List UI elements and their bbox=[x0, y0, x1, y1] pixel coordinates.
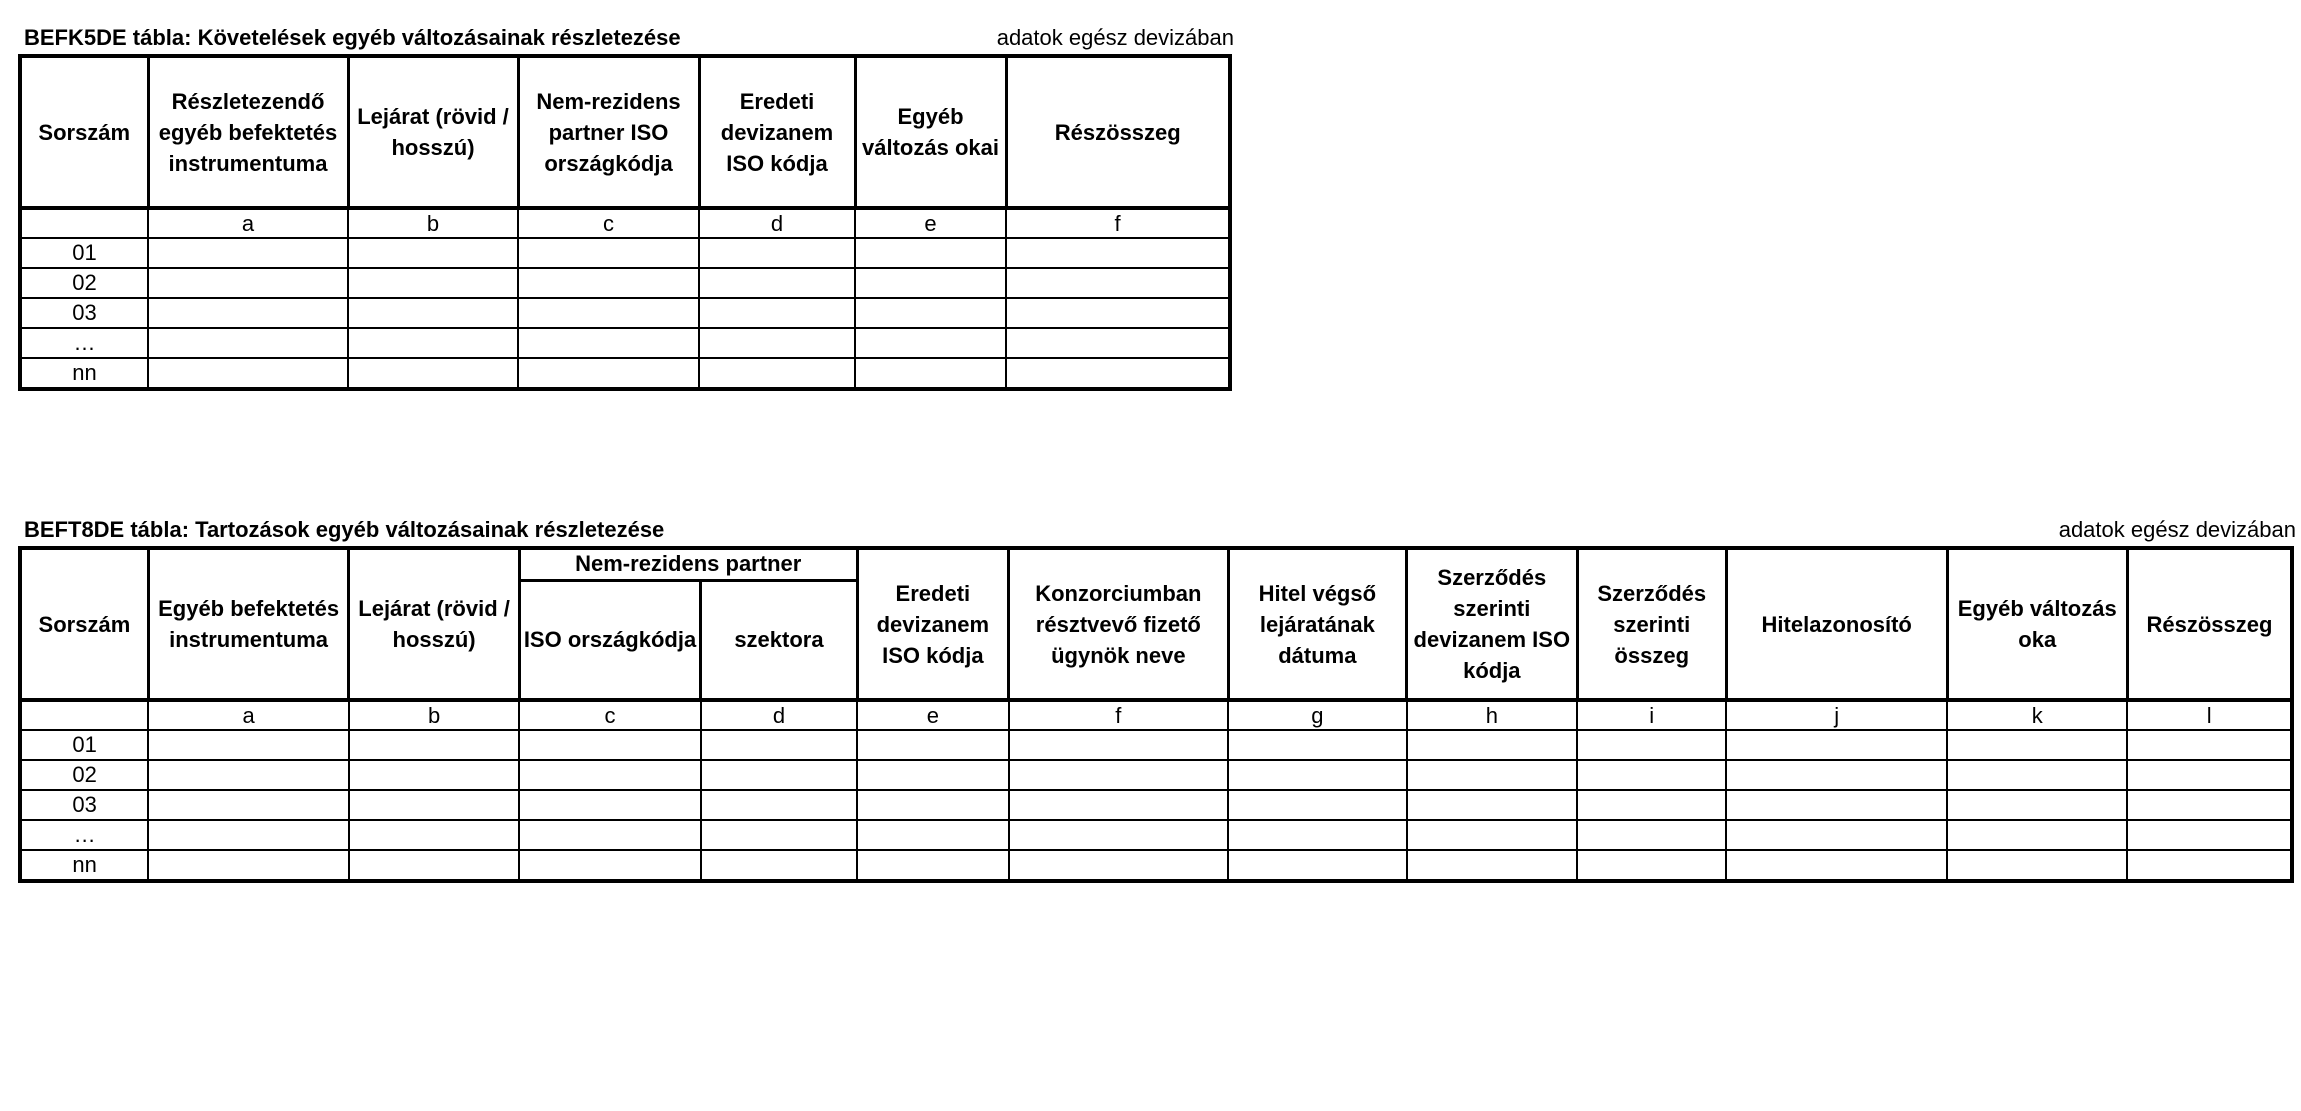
data-cell[interactable] bbox=[148, 790, 349, 820]
data-cell[interactable] bbox=[518, 268, 699, 298]
data-cell[interactable] bbox=[349, 760, 519, 790]
table2-letter-row bbox=[20, 700, 2292, 730]
t2-header-hitelazonosito: Hitelazonosító bbox=[1726, 548, 1947, 700]
table-row bbox=[20, 760, 2292, 790]
data-cell[interactable] bbox=[1577, 760, 1726, 790]
data-cell[interactable] bbox=[2127, 730, 2292, 760]
table-row bbox=[20, 238, 1230, 268]
data-cell[interactable] bbox=[2127, 820, 2292, 850]
data-cell[interactable] bbox=[1726, 850, 1947, 881]
data-cell[interactable] bbox=[1407, 850, 1577, 881]
data-cell[interactable] bbox=[348, 298, 518, 328]
data-cell[interactable] bbox=[1726, 790, 1947, 820]
data-cell[interactable] bbox=[1228, 790, 1406, 820]
data-cell[interactable] bbox=[1006, 268, 1230, 298]
t2-header-instrument: Egyéb befektetés instrumentuma bbox=[148, 548, 349, 700]
table2-block bbox=[18, 514, 2294, 894]
data-cell[interactable] bbox=[1577, 820, 1726, 850]
data-cell[interactable] bbox=[855, 268, 1006, 298]
data-cell[interactable] bbox=[519, 790, 700, 820]
data-cell[interactable] bbox=[1009, 820, 1229, 850]
t2-letter-cell bbox=[20, 700, 148, 730]
data-cell[interactable] bbox=[1228, 760, 1406, 790]
data-cell[interactable] bbox=[2127, 790, 2292, 820]
table1-block bbox=[18, 22, 1234, 398]
t2-letter-cell: e bbox=[857, 700, 1008, 730]
data-cell[interactable] bbox=[519, 850, 700, 881]
t1-letter-cell: c bbox=[518, 208, 699, 238]
data-cell[interactable] bbox=[349, 820, 519, 850]
data-cell[interactable] bbox=[1006, 328, 1230, 358]
data-cell[interactable] bbox=[1947, 790, 2127, 820]
t2-header-szerz-devizanem: Szerződés szerinti devizanem ISO kódja bbox=[1407, 548, 1577, 700]
data-cell[interactable] bbox=[2127, 850, 2292, 881]
data-cell[interactable] bbox=[1009, 850, 1229, 881]
t2-letter-cell: a bbox=[148, 700, 349, 730]
t2-letter-cell: h bbox=[1407, 700, 1577, 730]
data-cell[interactable] bbox=[349, 730, 519, 760]
t2-header-valtozas-oka: Egyéb változás oka bbox=[1947, 548, 2127, 700]
data-cell[interactable] bbox=[1577, 730, 1726, 760]
row-number: 03 bbox=[20, 298, 148, 328]
table-row bbox=[20, 298, 1230, 328]
data-cell[interactable] bbox=[855, 298, 1006, 328]
data-cell[interactable] bbox=[1407, 760, 1577, 790]
t2-header-szektora: szektora bbox=[701, 580, 857, 700]
table1-title-row bbox=[18, 25, 1234, 50]
data-cell[interactable] bbox=[148, 730, 349, 760]
data-cell[interactable] bbox=[349, 850, 519, 881]
data-cell[interactable] bbox=[348, 328, 518, 358]
data-cell[interactable] bbox=[148, 268, 348, 298]
data-cell[interactable] bbox=[148, 850, 349, 881]
t2-letter-cell: f bbox=[1009, 700, 1229, 730]
table-row bbox=[20, 850, 2292, 881]
data-cell[interactable] bbox=[1726, 730, 1947, 760]
data-cell[interactable] bbox=[148, 358, 348, 389]
table2-header-row-1 bbox=[20, 548, 2292, 580]
data-cell[interactable] bbox=[1947, 850, 2127, 881]
t1-header-instrument: Részletezendő egyéb befektetés instrumentuma bbox=[148, 56, 348, 208]
data-cell[interactable] bbox=[148, 298, 348, 328]
table1-units: adatok egész devizában bbox=[996, 25, 1234, 50]
data-cell[interactable] bbox=[1947, 820, 2127, 850]
t2-letter-cell: b bbox=[349, 700, 519, 730]
table2-title: BEFT8DE tábla: Tartozások egyéb változásainak részletezése bbox=[24, 517, 665, 542]
t1-letter-cell: d bbox=[699, 208, 855, 238]
data-cell[interactable] bbox=[1009, 730, 1229, 760]
data-cell[interactable] bbox=[1947, 760, 2127, 790]
data-cell[interactable] bbox=[1009, 790, 1229, 820]
t2-letter-cell: l bbox=[2127, 700, 2292, 730]
table-row bbox=[20, 820, 2292, 850]
data-cell[interactable] bbox=[519, 820, 700, 850]
table2 bbox=[18, 546, 2294, 883]
data-cell[interactable] bbox=[701, 730, 857, 760]
data-cell[interactable] bbox=[148, 760, 349, 790]
data-cell[interactable] bbox=[699, 328, 855, 358]
row-number: 01 bbox=[20, 730, 148, 760]
row-number: … bbox=[20, 328, 148, 358]
table2-title-row bbox=[18, 518, 2294, 542]
data-cell[interactable] bbox=[857, 760, 1008, 790]
data-cell[interactable] bbox=[857, 790, 1008, 820]
row-number: 01 bbox=[20, 238, 148, 268]
data-cell[interactable] bbox=[148, 820, 349, 850]
data-cell[interactable] bbox=[855, 238, 1006, 268]
data-cell[interactable] bbox=[1577, 850, 1726, 881]
data-cell[interactable] bbox=[1407, 730, 1577, 760]
t1-letter-cell: a bbox=[148, 208, 348, 238]
data-cell[interactable] bbox=[1228, 850, 1406, 881]
row-number: 02 bbox=[20, 268, 148, 298]
t1-header-lejarat: Lejárat (rövid / hosszú) bbox=[348, 56, 518, 208]
data-cell[interactable] bbox=[1407, 820, 1577, 850]
row-number: 03 bbox=[20, 790, 148, 820]
table-row bbox=[20, 268, 1230, 298]
t2-letter-cell: i bbox=[1577, 700, 1726, 730]
data-cell[interactable] bbox=[1228, 820, 1406, 850]
table-row bbox=[20, 730, 2292, 760]
data-cell[interactable] bbox=[148, 328, 348, 358]
data-cell[interactable] bbox=[699, 268, 855, 298]
data-cell[interactable] bbox=[1009, 760, 1229, 790]
table-row bbox=[20, 790, 2292, 820]
data-cell[interactable] bbox=[699, 298, 855, 328]
data-cell[interactable] bbox=[701, 820, 857, 850]
t2-header-hitel-lejarat: Hitel végső lejáratának dátuma bbox=[1228, 548, 1406, 700]
t1-letter-cell: b bbox=[348, 208, 518, 238]
table1-header-row bbox=[20, 56, 1230, 208]
t1-header-partner-iso: Nem-rezidens partner ISO országkódja bbox=[518, 56, 699, 208]
table1 bbox=[18, 54, 1232, 391]
data-cell[interactable] bbox=[348, 238, 518, 268]
t1-letter-cell: f bbox=[1006, 208, 1230, 238]
data-cell[interactable] bbox=[1726, 760, 1947, 790]
data-cell[interactable] bbox=[348, 358, 518, 389]
table2-units: adatok egész devizában bbox=[2058, 517, 2296, 542]
data-cell[interactable] bbox=[1407, 790, 1577, 820]
data-cell[interactable] bbox=[701, 850, 857, 881]
data-cell[interactable] bbox=[855, 328, 1006, 358]
data-cell[interactable] bbox=[857, 730, 1008, 760]
data-cell[interactable] bbox=[1006, 298, 1230, 328]
data-cell[interactable] bbox=[1006, 358, 1230, 389]
data-cell[interactable] bbox=[348, 268, 518, 298]
t2-header-lejarat: Lejárat (rövid / hosszú) bbox=[349, 548, 519, 700]
t2-letter-cell: g bbox=[1228, 700, 1406, 730]
table1-letter-row bbox=[20, 208, 1230, 238]
t2-header-partner-group: Nem-rezidens partner bbox=[519, 548, 857, 580]
data-cell[interactable] bbox=[518, 328, 699, 358]
data-cell[interactable] bbox=[148, 238, 348, 268]
row-number: nn bbox=[20, 850, 148, 881]
data-cell[interactable] bbox=[349, 790, 519, 820]
t1-header-reszosszeg: Részösszeg bbox=[1006, 56, 1230, 208]
data-cell[interactable] bbox=[518, 358, 699, 389]
t1-header-valtozas-okai: Egyéb változás okai bbox=[855, 56, 1006, 208]
t2-header-devizanem: Eredeti devizanem ISO kódja bbox=[857, 548, 1008, 700]
t2-letter-cell: k bbox=[1947, 700, 2127, 730]
data-cell[interactable] bbox=[857, 850, 1008, 881]
t1-header-sorszam: Sorszám bbox=[20, 56, 148, 208]
data-cell[interactable] bbox=[701, 790, 857, 820]
data-cell[interactable] bbox=[855, 358, 1006, 389]
t2-header-szerz-osszeg: Szerződés szerinti összeg bbox=[1577, 548, 1726, 700]
t2-header-sorszam: Sorszám bbox=[20, 548, 148, 700]
t1-letter-cell bbox=[20, 208, 148, 238]
data-cell[interactable] bbox=[518, 298, 699, 328]
data-cell[interactable] bbox=[701, 760, 857, 790]
t2-letter-cell: j bbox=[1726, 700, 1947, 730]
t1-letter-cell: e bbox=[855, 208, 1006, 238]
data-cell[interactable] bbox=[519, 730, 700, 760]
data-cell[interactable] bbox=[699, 358, 855, 389]
data-cell[interactable] bbox=[699, 238, 855, 268]
data-cell[interactable] bbox=[518, 238, 699, 268]
table-row bbox=[20, 328, 1230, 358]
row-number: nn bbox=[20, 358, 148, 389]
t2-letter-cell: d bbox=[701, 700, 857, 730]
data-cell[interactable] bbox=[1577, 790, 1726, 820]
t1-header-devizanem: Eredeti devizanem ISO kódja bbox=[699, 56, 855, 208]
t2-letter-cell: c bbox=[519, 700, 700, 730]
t2-header-reszosszeg: Részösszeg bbox=[2127, 548, 2292, 700]
table-row bbox=[20, 358, 1230, 389]
data-cell[interactable] bbox=[1006, 238, 1230, 268]
row-number: 02 bbox=[20, 760, 148, 790]
data-cell[interactable] bbox=[857, 820, 1008, 850]
data-cell[interactable] bbox=[1726, 820, 1947, 850]
t2-header-konzorcium: Konzorciumban résztvevő fizető ügynök neve bbox=[1009, 548, 1229, 700]
data-cell[interactable] bbox=[519, 760, 700, 790]
t2-header-iso: ISO országkódja bbox=[519, 580, 700, 700]
data-cell[interactable] bbox=[1947, 730, 2127, 760]
data-cell[interactable] bbox=[1228, 730, 1406, 760]
data-cell[interactable] bbox=[2127, 760, 2292, 790]
row-number: … bbox=[20, 820, 148, 850]
table1-title: BEFK5DE tábla: Követelések egyéb változásainak részletezése bbox=[24, 25, 681, 50]
